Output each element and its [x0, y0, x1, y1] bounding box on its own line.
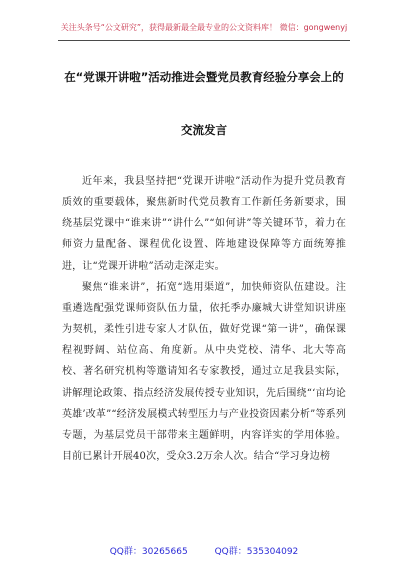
body-paragraph-2: 聚焦“谁来讲”，拓宽“选用渠道”，加快师资队伍建设。注重遴选配强党课师资队伍力量，依托季办廉城大讲堂知识讲座为契机，柔性引进专家人才队伍，做好党课“第一讲”，确保课程视野阔、站位高、角度新。从中央党校、清华、北大等高校、著名研究机构等邀请知名专家教授，通过立足我县实际，讲解理论政策、指点经济发展传授专业知识，先后围绕“‘亩均论英雄’改革”“经济发展模式转型压力与产业投资因素分析”等系列专题，为基层党员干部带来主题鲜明，内容详实的学用体验。目前已累计开展40次，受众3.2万余人次。结合“学习身边榜 — [62, 281, 346, 463]
document-subtitle: 交流发言 — [181, 123, 227, 137]
header-promo-note: 关注头条号“公文研究”，获得最新最全最专业的公文资料库！ 微信：gongwenyj — [60, 23, 348, 32]
document-body — [62, 171, 346, 467]
footer-qq-group-1[interactable]: QQ群：30265665 — [109, 547, 188, 557]
header-divider — [58, 40, 350, 41]
footer-contact — [0, 546, 408, 558]
body-paragraph-1: 近年来，我县坚持把“党课开讲啦”活动作为提升党员教育质效的重要载体，聚焦新时代党员教育工作新任务新要求，围绕基层党课中“谁来讲”“讲什么”“如何讲”等关键环节，着力在师资力量配备、课程优化设置、阵地建设保障等方面统筹推进，让“党课开讲啦”活动走深走实。 — [62, 176, 346, 272]
footer-qq-group-2[interactable]: QQ群：535304092 — [214, 547, 299, 557]
document-title: 在“党课开讲啦”活动推进会暨党员教育经验分享会上的 — [64, 70, 344, 84]
